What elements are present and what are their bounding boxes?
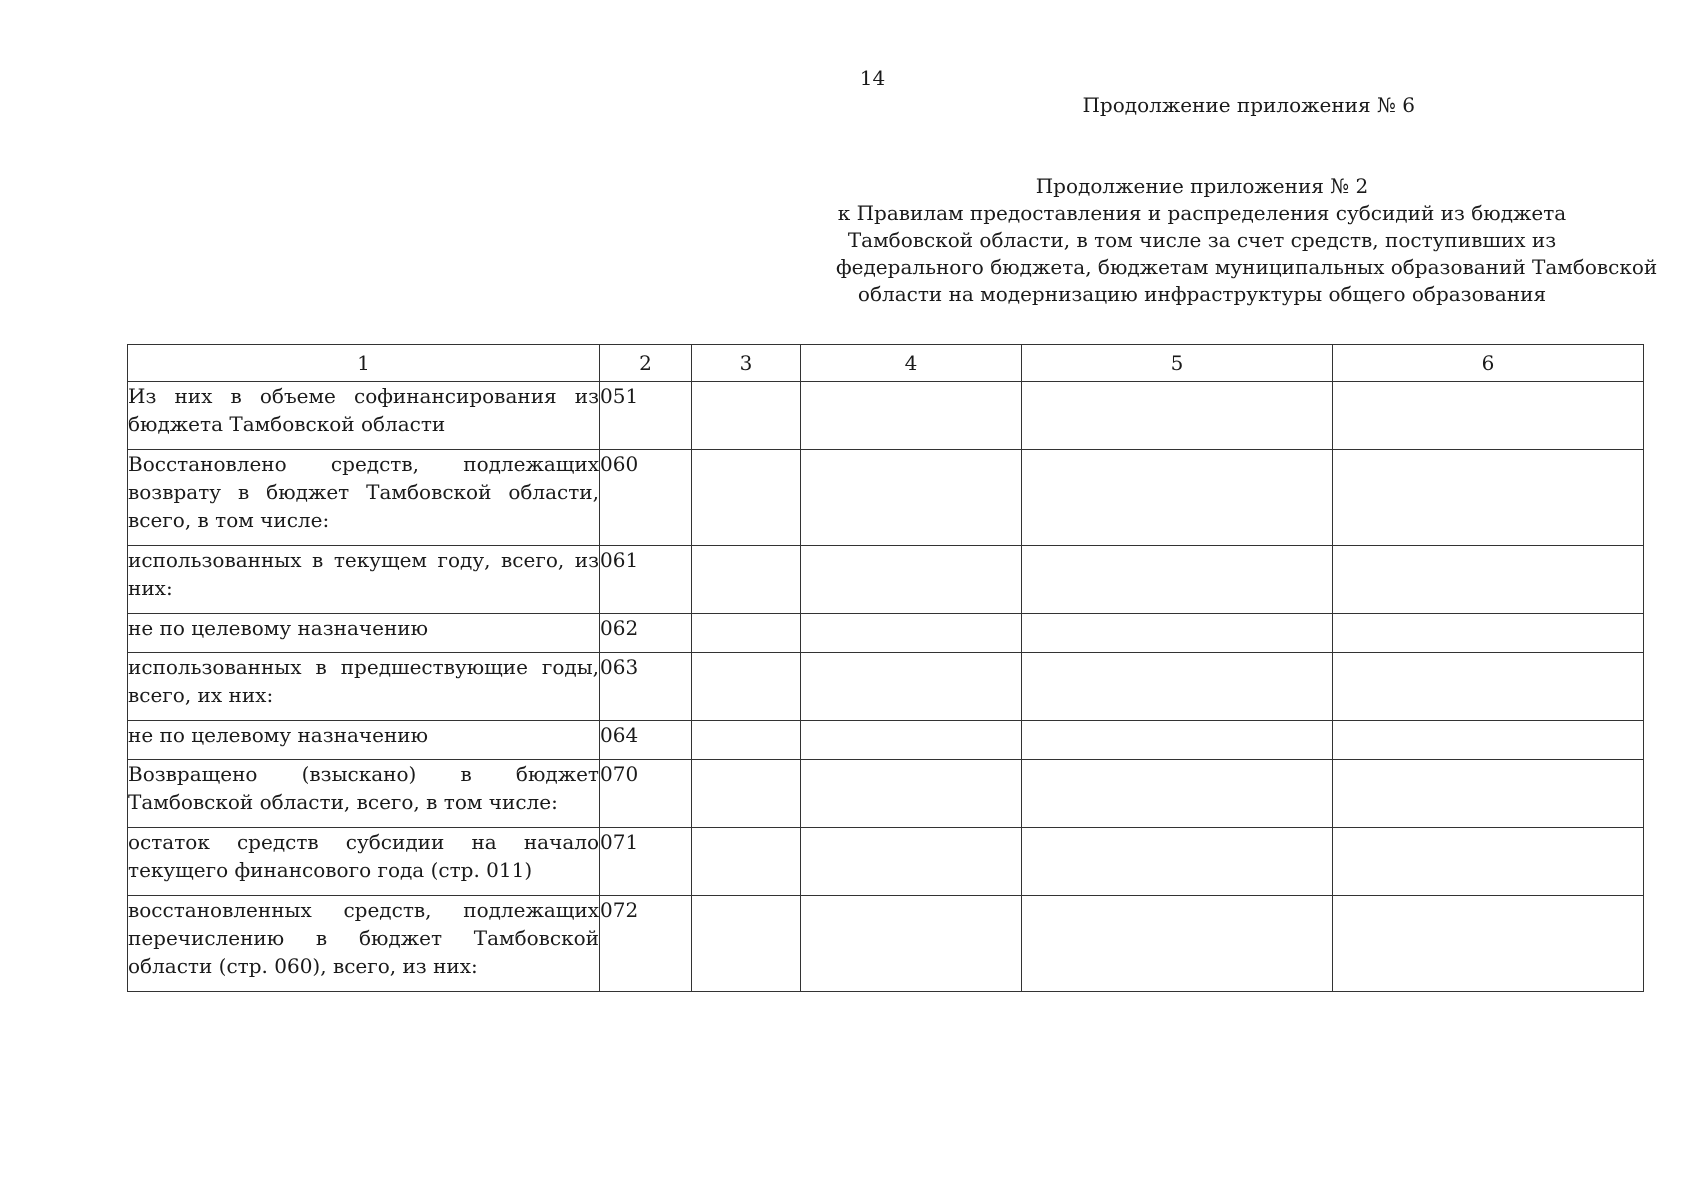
empty-cell bbox=[1333, 382, 1644, 450]
empty-cell bbox=[1022, 450, 1333, 546]
row-description: использованных в предшествующие годы, всего, их них: bbox=[128, 653, 600, 721]
column-header: 4 bbox=[801, 345, 1022, 382]
row-description: восстановленных средств, подлежащих перечислению в бюджет Тамбовской области (стр. 060), всего, из них: bbox=[128, 896, 600, 992]
row-description: не по целевому назначению bbox=[128, 721, 600, 760]
empty-cell bbox=[801, 450, 1022, 546]
appendix-header-line: Тамбовской области, в том числе за счет средств, поступивших из bbox=[847, 228, 1557, 252]
row-description: использованных в текущем году, всего, из них: bbox=[128, 546, 600, 614]
table-row bbox=[128, 450, 1644, 546]
empty-cell bbox=[801, 382, 1022, 450]
empty-cell bbox=[801, 760, 1022, 828]
empty-cell bbox=[1022, 614, 1333, 653]
empty-cell bbox=[692, 546, 801, 614]
appendix-header-line: федерального бюджета, бюджетам муниципальных образований Тамбовской bbox=[836, 255, 1658, 279]
empty-cell bbox=[1333, 546, 1644, 614]
row-code: 063 bbox=[600, 653, 692, 721]
empty-cell bbox=[692, 450, 801, 546]
row-description: Возвращено (взыскано) в бюджет Тамбовской области, всего, в том числе: bbox=[128, 760, 600, 828]
empty-cell bbox=[801, 614, 1022, 653]
empty-cell bbox=[1022, 653, 1333, 721]
column-header: 3 bbox=[692, 345, 801, 382]
empty-cell bbox=[692, 721, 801, 760]
empty-cell bbox=[801, 721, 1022, 760]
report-table bbox=[127, 344, 1644, 992]
table-row bbox=[128, 546, 1644, 614]
column-header: 2 bbox=[600, 345, 692, 382]
row-description: не по целевому назначению bbox=[128, 614, 600, 653]
empty-cell bbox=[1333, 614, 1644, 653]
row-code: 070 bbox=[600, 760, 692, 828]
empty-cell bbox=[692, 896, 801, 992]
empty-cell bbox=[692, 614, 801, 653]
empty-cell bbox=[1333, 896, 1644, 992]
empty-cell bbox=[1333, 760, 1644, 828]
appendix-header bbox=[836, 173, 1658, 308]
row-code: 051 bbox=[600, 382, 692, 450]
continuation-appendix-6: Продолжение приложения № 6 bbox=[1082, 93, 1415, 117]
column-header: 6 bbox=[1333, 345, 1644, 382]
row-code: 064 bbox=[600, 721, 692, 760]
table-row bbox=[128, 721, 1644, 760]
empty-cell bbox=[1022, 760, 1333, 828]
table-header-row bbox=[128, 345, 1644, 382]
empty-cell bbox=[801, 896, 1022, 992]
empty-cell bbox=[1333, 450, 1644, 546]
empty-cell bbox=[692, 382, 801, 450]
table-row bbox=[128, 653, 1644, 721]
column-header: 1 bbox=[128, 345, 600, 382]
empty-cell bbox=[801, 653, 1022, 721]
row-code: 062 bbox=[600, 614, 692, 653]
empty-cell bbox=[1022, 896, 1333, 992]
empty-cell bbox=[692, 760, 801, 828]
row-code: 061 bbox=[600, 546, 692, 614]
row-code: 072 bbox=[600, 896, 692, 992]
row-description: Из них в объеме софинансирования из бюджета Тамбовской области bbox=[128, 382, 600, 450]
empty-cell bbox=[801, 828, 1022, 896]
appendix-header-line: к Правилам предоставления и распределения субсидий из бюджета bbox=[837, 201, 1567, 225]
row-code: 071 bbox=[600, 828, 692, 896]
page-number: 14 bbox=[859, 66, 886, 90]
table-row bbox=[128, 896, 1644, 992]
empty-cell bbox=[801, 546, 1022, 614]
table-row bbox=[128, 828, 1644, 896]
table-row bbox=[128, 614, 1644, 653]
empty-cell bbox=[1022, 546, 1333, 614]
empty-cell bbox=[692, 653, 801, 721]
row-description: Восстановлено средств, подлежащих возврату в бюджет Тамбовской области, всего, в том числе: bbox=[128, 450, 600, 546]
row-description: остаток средств субсидии на начало текущего финансового года (стр. 011) bbox=[128, 828, 600, 896]
empty-cell bbox=[1022, 382, 1333, 450]
table-row bbox=[128, 382, 1644, 450]
row-code: 060 bbox=[600, 450, 692, 546]
table-row bbox=[128, 760, 1644, 828]
appendix-header-line: области на модернизацию инфраструктуры общего образования bbox=[857, 282, 1547, 306]
empty-cell bbox=[1022, 828, 1333, 896]
empty-cell bbox=[1333, 721, 1644, 760]
empty-cell bbox=[1022, 721, 1333, 760]
empty-cell bbox=[692, 828, 801, 896]
column-header: 5 bbox=[1022, 345, 1333, 382]
empty-cell bbox=[1333, 828, 1644, 896]
appendix-header-line: Продолжение приложения № 2 bbox=[1035, 174, 1369, 198]
empty-cell bbox=[1333, 653, 1644, 721]
